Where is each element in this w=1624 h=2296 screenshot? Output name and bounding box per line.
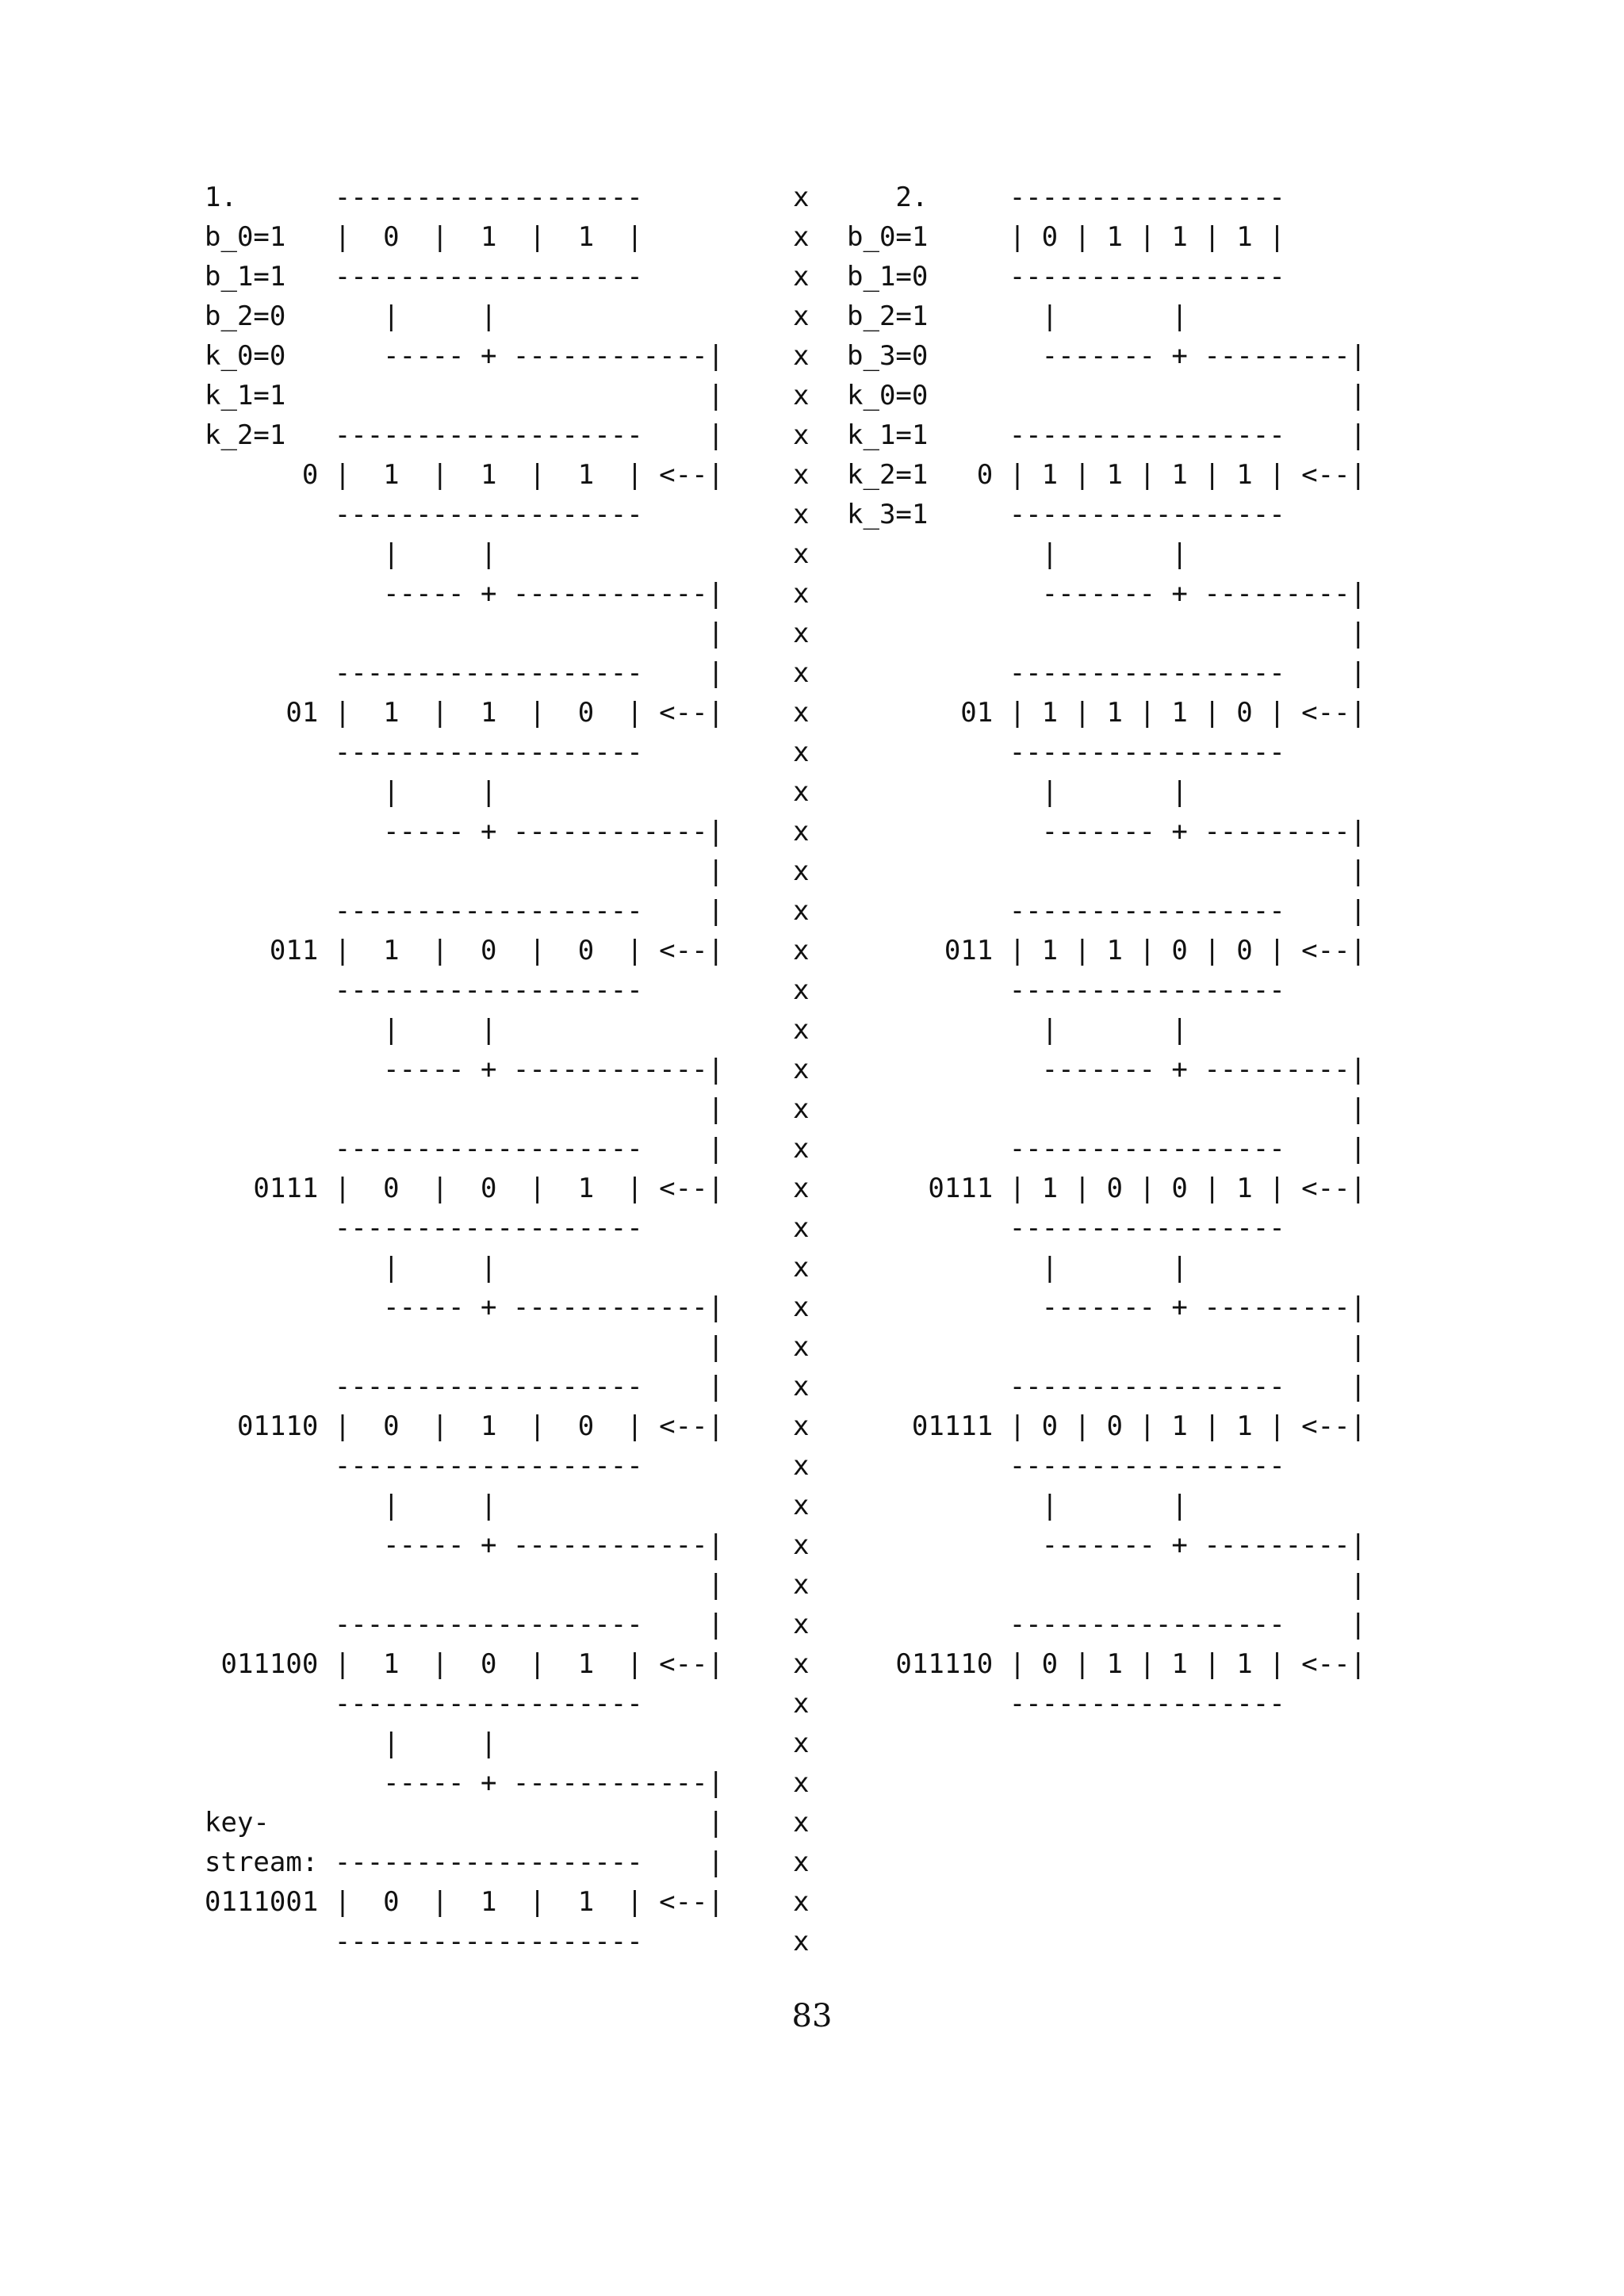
separator-mark: x [793, 1331, 810, 1363]
lfsr-1-line: ------------------- | [205, 657, 756, 689]
lfsr-2-line: ------- + ---------| [847, 1529, 1399, 1561]
lfsr-1-line: ------------------- [205, 1688, 756, 1720]
lfsr-1-line: | | [205, 1252, 756, 1284]
separator-mark: x [793, 895, 810, 927]
lfsr-2-line: ----------------- [847, 737, 1399, 768]
lfsr-2-line: ----------------- | [847, 895, 1399, 927]
lfsr-1-line: ------------------- [205, 737, 756, 768]
lfsr-1-line: ----- + ------------| [205, 1529, 756, 1561]
separator-mark: x [793, 1529, 810, 1561]
lfsr-2-line: | [847, 1331, 1399, 1363]
lfsr-2-line: | | [847, 776, 1399, 808]
separator-mark: x [793, 499, 810, 530]
lfsr-2-line: b_0=1 | 0 | 1 | 1 | 1 | [847, 221, 1399, 253]
separator-mark: x [793, 1133, 810, 1165]
separator-mark: x [793, 1450, 810, 1482]
separator-mark: x [793, 1292, 810, 1323]
separator-mark: x [793, 1728, 810, 1759]
separator-mark: x [793, 1212, 810, 1244]
separator-mark: x [793, 657, 810, 689]
lfsr-1-line: 011 | 1 | 0 | 0 | <--| [205, 935, 756, 966]
lfsr-2-line: | [847, 1569, 1399, 1601]
separator-mark: x [793, 340, 810, 372]
lfsr-2-line: b_1=0 ----------------- [847, 261, 1399, 293]
separator-mark: x [793, 182, 810, 213]
lfsr-1-line: ----- + ------------| [205, 816, 756, 848]
separator-mark: x [793, 1767, 810, 1799]
lfsr-1-line: 0111001 | 0 | 1 | 1 | <--| [205, 1886, 756, 1918]
separator-mark: x [793, 1926, 810, 1957]
lfsr-1-line: key- | [205, 1807, 756, 1839]
separator-mark: x [793, 816, 810, 848]
lfsr-2-line: 2. ----------------- [847, 182, 1399, 213]
lfsr-2-line: ----------------- | [847, 1133, 1399, 1165]
separator-mark: x [793, 538, 810, 570]
lfsr-2-line: | [847, 855, 1399, 887]
lfsr-2-line: 01111 | 0 | 0 | 1 | 1 | <--| [847, 1410, 1399, 1442]
separator-mark: x [793, 1688, 810, 1720]
lfsr-2-line: | [847, 1093, 1399, 1125]
lfsr-2-line: ----------------- [847, 974, 1399, 1006]
lfsr-2-line: k_0=0 | [847, 380, 1399, 411]
lfsr-1-line: ------------------- [205, 499, 756, 530]
separator-mark: x [793, 380, 810, 411]
separator-mark: x [793, 1014, 810, 1046]
lfsr-1-line: 011100 | 1 | 0 | 1 | <--| [205, 1648, 756, 1680]
lfsr-2-line: ------- + ---------| [847, 816, 1399, 848]
lfsr-1-line: k_0=0 ----- + ------------| [205, 340, 756, 372]
separator-mark: x [793, 1609, 810, 1640]
lfsr-2-line: 01 | 1 | 1 | 1 | 0 | <--| [847, 697, 1399, 729]
separator-mark: x [793, 1371, 810, 1402]
lfsr-1-line: ------------------- [205, 1926, 756, 1957]
lfsr-1-line: ------------------- | [205, 1609, 756, 1640]
lfsr-1-line: ------------------- [205, 974, 756, 1006]
lfsr-1-line: | [205, 618, 756, 649]
separator-mark: x [793, 578, 810, 610]
lfsr-1-line: ----- + ------------| [205, 578, 756, 610]
lfsr-2-line: | [847, 618, 1399, 649]
lfsr-1-line: | | [205, 538, 756, 570]
lfsr-example-2 [847, 178, 1399, 1724]
separator-mark: x [793, 737, 810, 768]
lfsr-1-line: | | [205, 776, 756, 808]
lfsr-1-line: b_1=1 ------------------- [205, 261, 756, 293]
separator-mark: x [793, 419, 810, 451]
separator-mark: x [793, 935, 810, 966]
lfsr-2-line: | | [847, 1252, 1399, 1284]
separator-mark: x [793, 618, 810, 649]
separator-mark: x [793, 1252, 810, 1284]
separator-mark: x [793, 459, 810, 491]
lfsr-2-line: 011110 | 0 | 1 | 1 | 1 | <--| [847, 1648, 1399, 1680]
lfsr-1-line: ------------------- | [205, 895, 756, 927]
lfsr-2-line: b_3=0 ------- + ---------| [847, 340, 1399, 372]
lfsr-1-line: ----- + ------------| [205, 1767, 756, 1799]
separator-mark: x [793, 1173, 810, 1204]
lfsr-1-line: 0111 | 0 | 0 | 1 | <--| [205, 1173, 756, 1204]
separator-mark: x [793, 1807, 810, 1839]
separator-mark: x [793, 1490, 810, 1521]
separator-mark: x [793, 1054, 810, 1085]
lfsr-2-line: | | [847, 1014, 1399, 1046]
lfsr-1-line: | [205, 1331, 756, 1363]
lfsr-1-line: | | [205, 1490, 756, 1521]
lfsr-2-line: ----------------- | [847, 1371, 1399, 1402]
lfsr-2-line: ----------------- [847, 1688, 1399, 1720]
lfsr-2-line: | | [847, 538, 1399, 570]
lfsr-2-line: k_1=1 ----------------- | [847, 419, 1399, 451]
lfsr-1-line: ------------------- | [205, 1371, 756, 1402]
lfsr-1-line: | [205, 1569, 756, 1601]
separator-mark: x [793, 261, 810, 293]
lfsr-2-line: ------- + ---------| [847, 1054, 1399, 1085]
lfsr-1-line: ------------------- [205, 1450, 756, 1482]
lfsr-1-line: b_2=0 | | [205, 300, 756, 332]
separator-mark: x [793, 1648, 810, 1680]
lfsr-2-line: | | [847, 1490, 1399, 1521]
separator-mark: x [793, 1093, 810, 1125]
lfsr-1-line: 01 | 1 | 1 | 0 | <--| [205, 697, 756, 729]
lfsr-1-line: | [205, 1093, 756, 1125]
lfsr-1-line: ----- + ------------| [205, 1054, 756, 1085]
separator-mark: x [793, 300, 810, 332]
lfsr-1-line: | | [205, 1014, 756, 1046]
lfsr-1-line: 01110 | 0 | 1 | 0 | <--| [205, 1410, 756, 1442]
column-separator [793, 178, 809, 1961]
lfsr-1-line: ----- + ------------| [205, 1292, 756, 1323]
lfsr-2-line: ----------------- | [847, 657, 1399, 689]
lfsr-1-line: k_2=1 ------------------- | [205, 419, 756, 451]
separator-mark: x [793, 974, 810, 1006]
separator-mark: x [793, 1569, 810, 1601]
lfsr-1-line: k_1=1 | [205, 380, 756, 411]
lfsr-2-line: ----------------- [847, 1450, 1399, 1482]
lfsr-1-line: ------------------- [205, 1212, 756, 1244]
separator-mark: x [793, 697, 810, 729]
lfsr-2-line: 011 | 1 | 1 | 0 | 0 | <--| [847, 935, 1399, 966]
lfsr-2-line: ------- + ---------| [847, 578, 1399, 610]
lfsr-1-line: | [205, 855, 756, 887]
lfsr-1-line: | | [205, 1728, 756, 1759]
lfsr-2-line: k_3=1 ----------------- [847, 499, 1399, 530]
lfsr-1-line: ------------------- | [205, 1133, 756, 1165]
separator-mark: x [793, 776, 810, 808]
separator-mark: x [793, 1886, 810, 1918]
separator-mark: x [793, 221, 810, 253]
lfsr-2-line: b_2=1 | | [847, 300, 1399, 332]
lfsr-2-line: ----------------- | [847, 1609, 1399, 1640]
lfsr-2-line: ------- + ---------| [847, 1292, 1399, 1323]
lfsr-1-line: stream: ------------------- | [205, 1846, 756, 1878]
lfsr-2-line: k_2=1 0 | 1 | 1 | 1 | 1 | <--| [847, 459, 1399, 491]
separator-mark: x [793, 1410, 810, 1442]
separator-mark: x [793, 855, 810, 887]
lfsr-example-1 [205, 178, 756, 1961]
lfsr-1-line: 0 | 1 | 1 | 1 | <--| [205, 459, 756, 491]
separator-mark: x [793, 1846, 810, 1878]
lfsr-2-line: ----------------- [847, 1212, 1399, 1244]
lfsr-1-line: b_0=1 | 0 | 1 | 1 | [205, 221, 756, 253]
lfsr-1-line: 1. ------------------- [205, 182, 756, 213]
lfsr-2-line: 0111 | 1 | 0 | 0 | 1 | <--| [847, 1173, 1399, 1204]
page-number: 83 [791, 1998, 833, 2034]
